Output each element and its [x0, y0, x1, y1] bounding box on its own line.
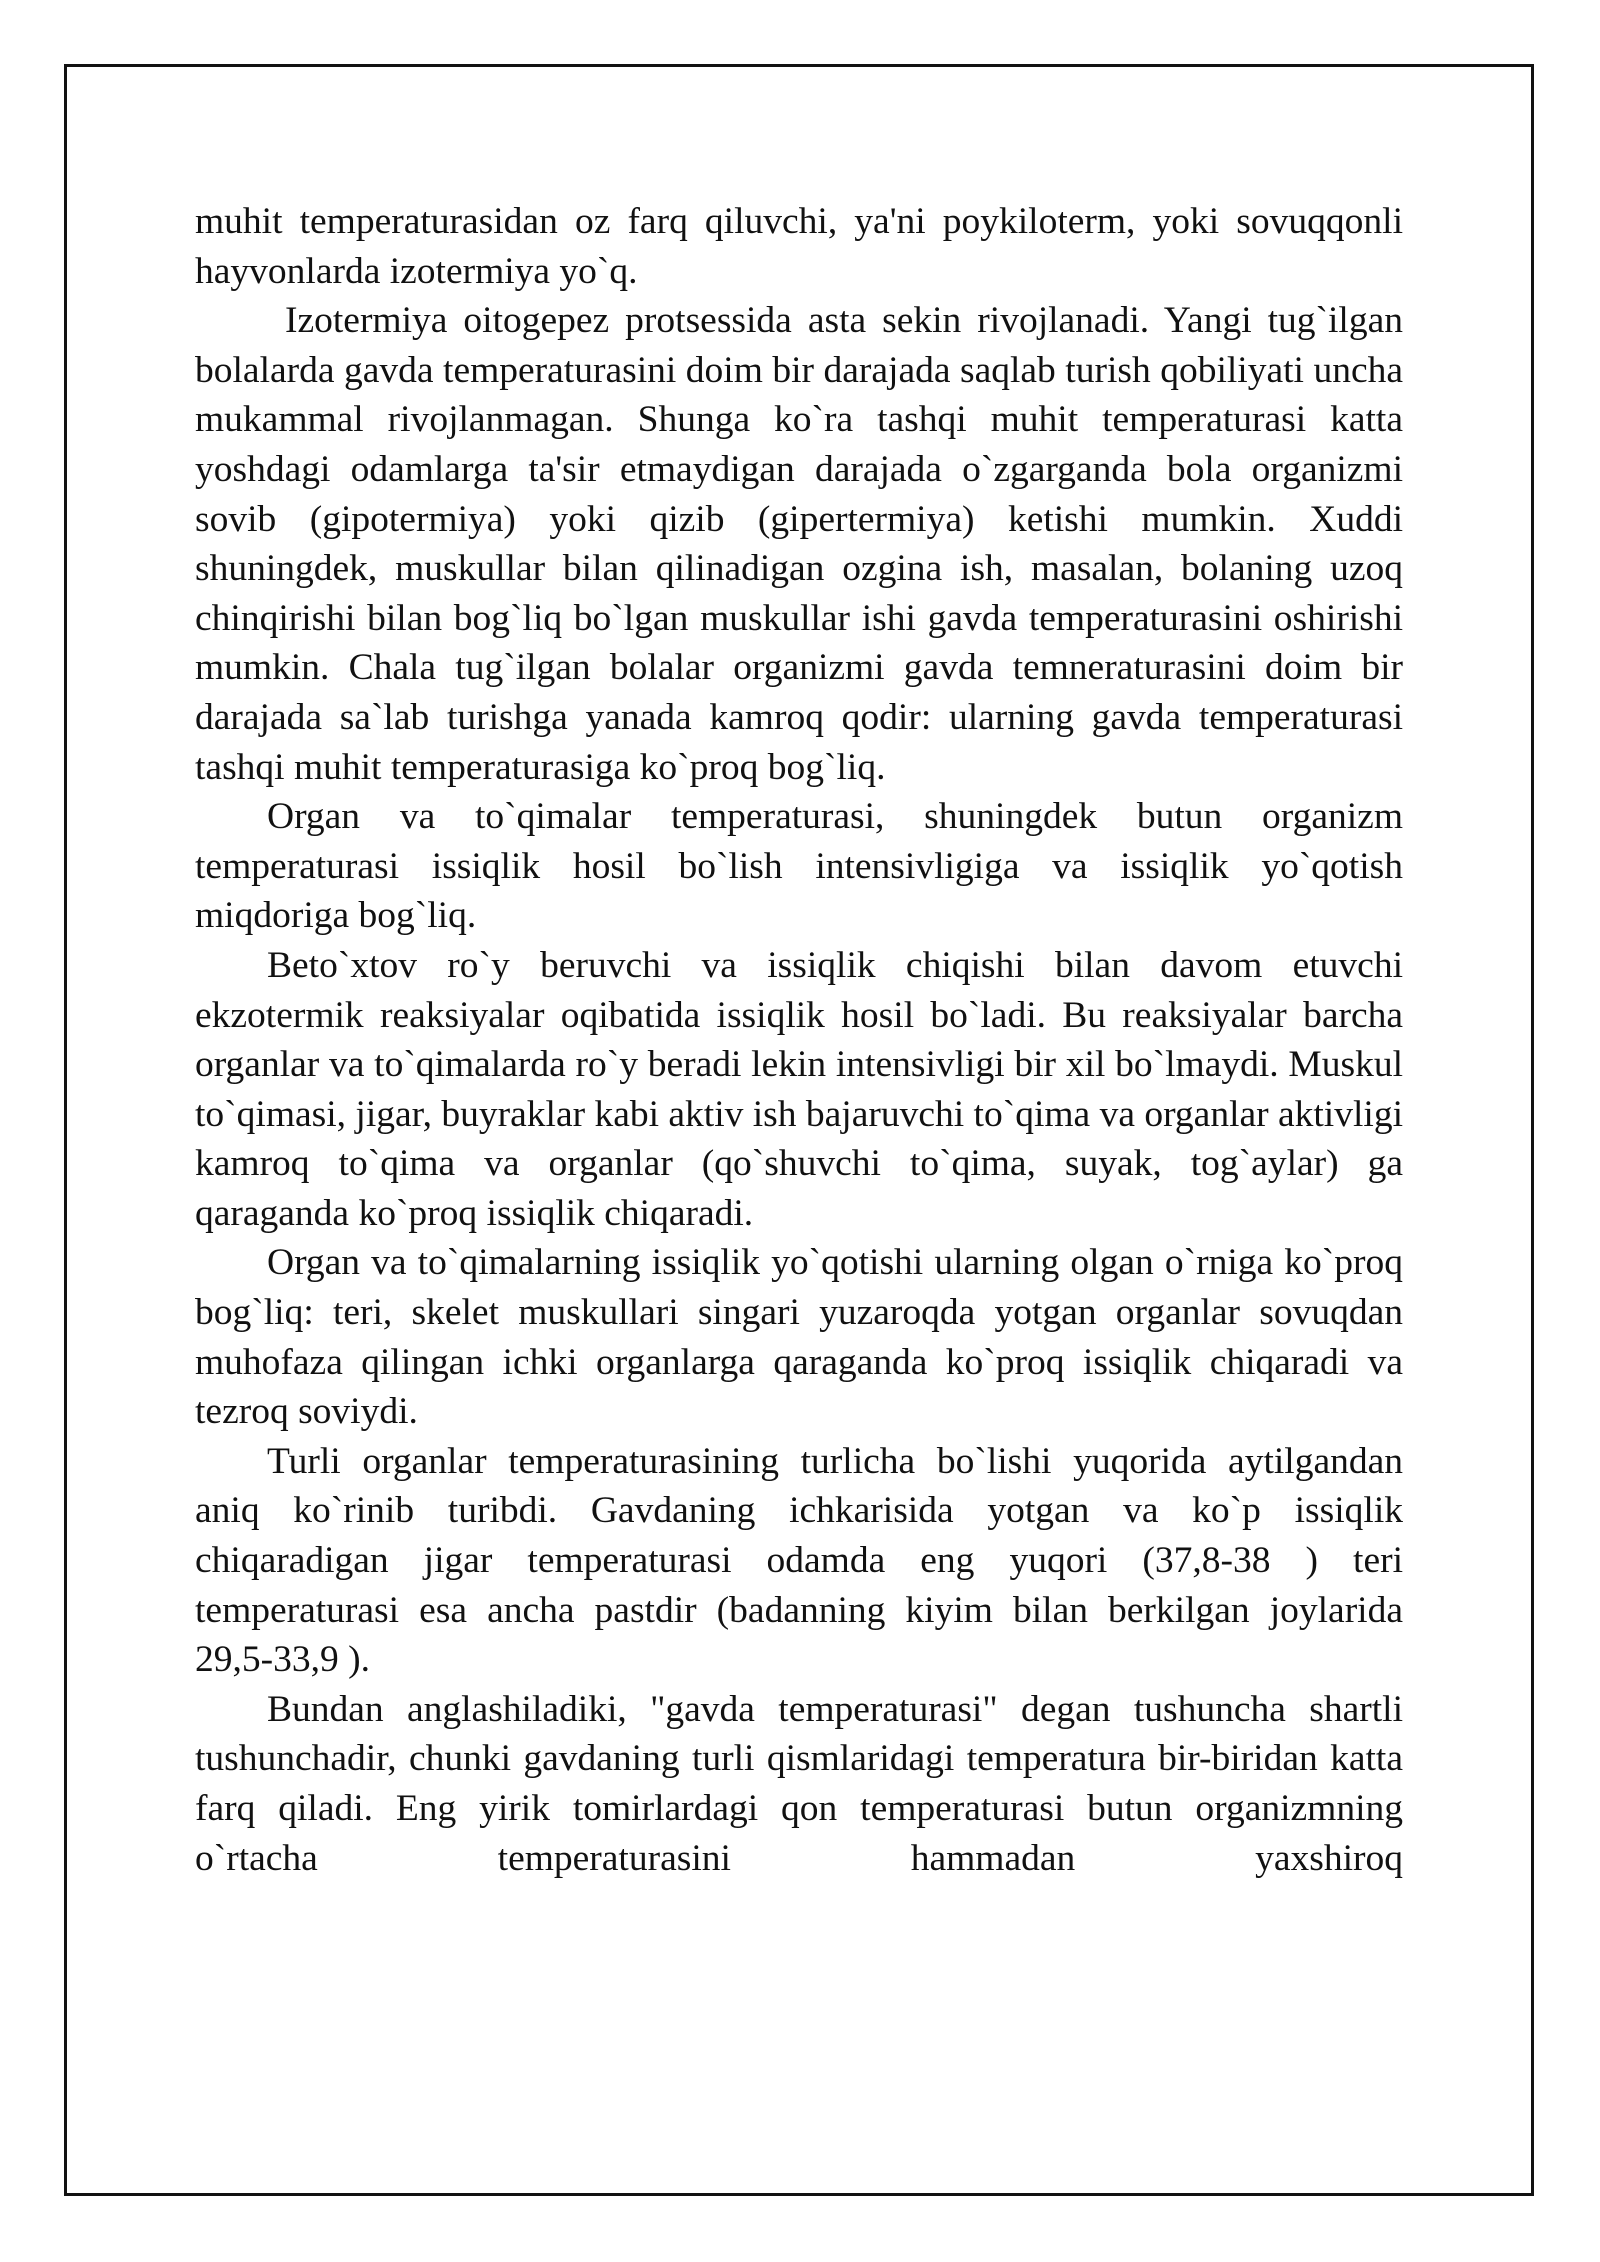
- paragraph-body-temperature-concept: Bundan anglashiladiki, "gavda temperaturasi" degan tushuncha shartli tushunchadir, chunki gavdaning turli qismlaridagi temperatura bir-biridan katta farq qiladi. Eng yirik tomirlardagi qon temperaturasi butun organizmning o`rtacha temperaturasini hammadan yaxshiroq: [195, 1688, 1403, 1879]
- paragraph-organ-temperature: Organ va to`qimalar temperaturasi, shuningdek butun organizm temperaturasi issiqlik hosil bo`lish intensivligiga va issiqlik yo`qotish miqdoriga bog`liq.: [195, 796, 1403, 937]
- paragraph-exothermic-reactions: Beto`xtov ro`y beruvchi va issiqlik chiqishi bilan davom etuvchi ekzotermik reaksiyalar oqibatida issiqlik hosil bo`ladi. Bu reaksiyalar barcha organlar va to`qimalarda ro`y beradi lekin intensivligi bir xil bo`lmaydi. Muskul to`qimasi, jigar, buyraklar kabi aktiv ish bajaruvchi to`qima va organlar aktivligi kamroq to`qima va organlar (qo`shuvchi to`qima, suyak, tog`aylar) ga qaraganda ko`proq issiqlik chiqaradi.: [195, 944, 1403, 1234]
- paragraph-izotermiya: Izotermiya oitogepez protsessida asta sekin rivojlanadi. Yangi tug`ilgan bolalarda gavda temperaturasini doim bir darajada saqlab turish qobiliyati uncha mukammal rivojlanmagan. Shunga ko`ra tashqi muhit temperaturasi katta yoshdagi odamlarga ta'sir etmaydigan darajada o`zgarganda bola organizmi sovib (gipotermiya) yoki qizib (gipertermiya) ketishi mumkin. Xuddi shuningdek, muskullar bilan qilinadigan ozgina ish, masalan, bolaning uzoq chinqirishi bilan bog`liq bo`lgan muskullar ishi gavda temperaturasini oshirishi mumkin. Chala tug`ilgan bolalar organizmi gavda temneraturasini doim bir darajada sa`lab turishga yanada kamroq qodir: ularning gavda temperaturasi tashqi muhit temperaturasiga ko`proq bog`liq.: [195, 300, 1403, 788]
- document-body: [195, 197, 1403, 1883]
- paragraph-continued: muhit temperaturasidan oz farq qiluvchi, ya'ni poykiloterm, yoki sovuqqonli hayvonlarda izotermiya yo`q.: [195, 201, 1403, 292]
- paragraph-heat-loss: Organ va to`qimalarning issiqlik yo`qotishi ularning olgan o`rniga ko`proq bog`liq: teri, skelet muskullari singari yuzaroqda yotgan organlar sovuqdan muhofaza qilingan ichki organlarga qaraganda ko`proq issiqlik chiqaradi va tezroq soviydi.: [195, 1242, 1403, 1433]
- paragraph-organ-differences: Turli organlar temperaturasining turlicha bo`lishi yuqorida aytilgandan aniq ko`rinib turibdi. Gavdaning ichkarisida yotgan va ko`p issiqlik chiqaradigan jigar temperaturasi odamda eng yuqori (37,8-38 ) teri temperaturasi esa ancha pastdir (badanning kiyim bilan berkilgan joylarida 29,5-33,9 ).: [195, 1440, 1403, 1681]
